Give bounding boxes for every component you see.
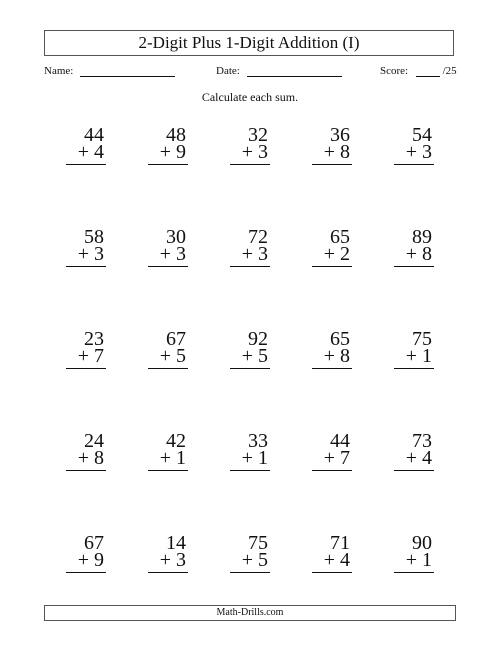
sum-line — [66, 368, 106, 369]
addend-bottom: + 3 — [159, 549, 186, 571]
addend-top: 90 — [412, 532, 432, 554]
problem — [44, 428, 126, 530]
addend-bottom: + 8 — [323, 141, 350, 163]
addend-top: 48 — [166, 124, 186, 146]
addend-bottom: + 1 — [241, 447, 268, 469]
addend-top: 30 — [166, 226, 186, 248]
addend-top: 73 — [412, 430, 432, 452]
addend-top: 33 — [248, 430, 268, 452]
sum-line — [148, 470, 188, 471]
problem — [372, 428, 454, 530]
addend-bottom: + 2 — [323, 243, 350, 265]
sum-line — [394, 572, 434, 573]
problem — [372, 122, 454, 224]
sum-line — [394, 470, 434, 471]
addend-top: 44 — [84, 124, 104, 146]
addend-top: 42 — [166, 430, 186, 452]
addend-top: 14 — [166, 532, 186, 554]
problem-row — [44, 122, 456, 224]
info-row — [44, 64, 456, 84]
instructions: Calculate each sum. — [201, 90, 299, 104]
sum-line — [148, 164, 188, 165]
addend-top: 71 — [330, 532, 350, 554]
sum-line — [148, 572, 188, 573]
addend-bottom: + 1 — [405, 345, 432, 367]
addend-bottom: + 4 — [323, 549, 350, 571]
problem-row — [44, 428, 456, 530]
problem — [126, 224, 208, 326]
addend-bottom: + 8 — [323, 345, 350, 367]
addend-top: 54 — [412, 124, 432, 146]
addend-top: 58 — [84, 226, 104, 248]
problem — [372, 224, 454, 326]
sum-line — [394, 368, 434, 369]
sum-line — [394, 266, 434, 267]
addend-bottom: + 3 — [405, 141, 432, 163]
problem — [44, 122, 126, 224]
sum-line — [66, 572, 106, 573]
addend-bottom: + 7 — [323, 447, 350, 469]
addend-top: 89 — [412, 226, 432, 248]
addend-top: 72 — [248, 226, 268, 248]
sum-line — [230, 164, 270, 165]
sum-line — [66, 164, 106, 165]
name-label: Name: — [44, 65, 74, 77]
problem — [126, 122, 208, 224]
addend-top: 67 — [166, 328, 186, 350]
addend-bottom: + 7 — [77, 345, 104, 367]
addend-top: 92 — [248, 328, 268, 350]
problem — [126, 326, 208, 428]
addend-bottom: + 3 — [241, 243, 268, 265]
addend-top: 67 — [84, 532, 104, 554]
sum-line — [230, 470, 270, 471]
sum-line — [312, 368, 352, 369]
addend-top: 44 — [330, 430, 350, 452]
addend-bottom: + 1 — [159, 447, 186, 469]
addend-bottom: + 5 — [241, 345, 268, 367]
problem — [208, 326, 290, 428]
problem — [372, 326, 454, 428]
problem — [44, 224, 126, 326]
score-label: Score: — [380, 65, 409, 77]
addend-top: 65 — [330, 328, 350, 350]
sum-line — [394, 164, 434, 165]
footer-credit: Math-Drills.com — [44, 605, 456, 621]
problem — [126, 428, 208, 530]
problem — [290, 224, 372, 326]
addend-bottom: + 9 — [159, 141, 186, 163]
score-blank-line[interactable] — [416, 64, 440, 77]
worksheet-title: 2-Digit Plus 1-Digit Addition (I) — [44, 30, 454, 56]
sum-line — [230, 368, 270, 369]
sum-line — [312, 164, 352, 165]
sum-line — [312, 470, 352, 471]
sum-line — [230, 266, 270, 267]
addend-top: 75 — [248, 532, 268, 554]
addend-bottom: + 1 — [405, 549, 432, 571]
problem — [290, 428, 372, 530]
name-blank-line[interactable] — [80, 64, 175, 77]
date-field — [216, 64, 342, 77]
addend-top: 36 — [330, 124, 350, 146]
addend-bottom: + 9 — [77, 549, 104, 571]
sum-line — [230, 572, 270, 573]
addend-bottom: + 5 — [159, 345, 186, 367]
addend-bottom: + 4 — [77, 141, 104, 163]
addend-top: 24 — [84, 430, 104, 452]
addend-bottom: + 3 — [159, 243, 186, 265]
addend-top: 75 — [412, 328, 432, 350]
problem — [290, 122, 372, 224]
addend-bottom: + 8 — [77, 447, 104, 469]
problem — [208, 224, 290, 326]
sum-line — [148, 266, 188, 267]
addend-top: 32 — [248, 124, 268, 146]
date-blank-line[interactable] — [247, 64, 342, 77]
sum-line — [148, 368, 188, 369]
problem — [208, 428, 290, 530]
sum-line — [312, 266, 352, 267]
addend-top: 65 — [330, 226, 350, 248]
problem-grid — [44, 122, 456, 632]
name-field — [44, 64, 175, 77]
sum-line — [66, 470, 106, 471]
sum-line — [312, 572, 352, 573]
addend-top: 23 — [84, 328, 104, 350]
addend-bottom: + 3 — [241, 141, 268, 163]
addend-bottom: + 8 — [405, 243, 432, 265]
problem — [290, 326, 372, 428]
addend-bottom: + 3 — [77, 243, 104, 265]
problem — [208, 122, 290, 224]
score-field — [380, 64, 457, 77]
date-label: Date: — [216, 65, 240, 77]
sum-line — [66, 266, 106, 267]
addend-bottom: + 5 — [241, 549, 268, 571]
problem — [44, 326, 126, 428]
score-total: /25 — [442, 65, 457, 77]
problem-row — [44, 326, 456, 428]
addend-bottom: + 4 — [405, 447, 432, 469]
problem-row — [44, 224, 456, 326]
